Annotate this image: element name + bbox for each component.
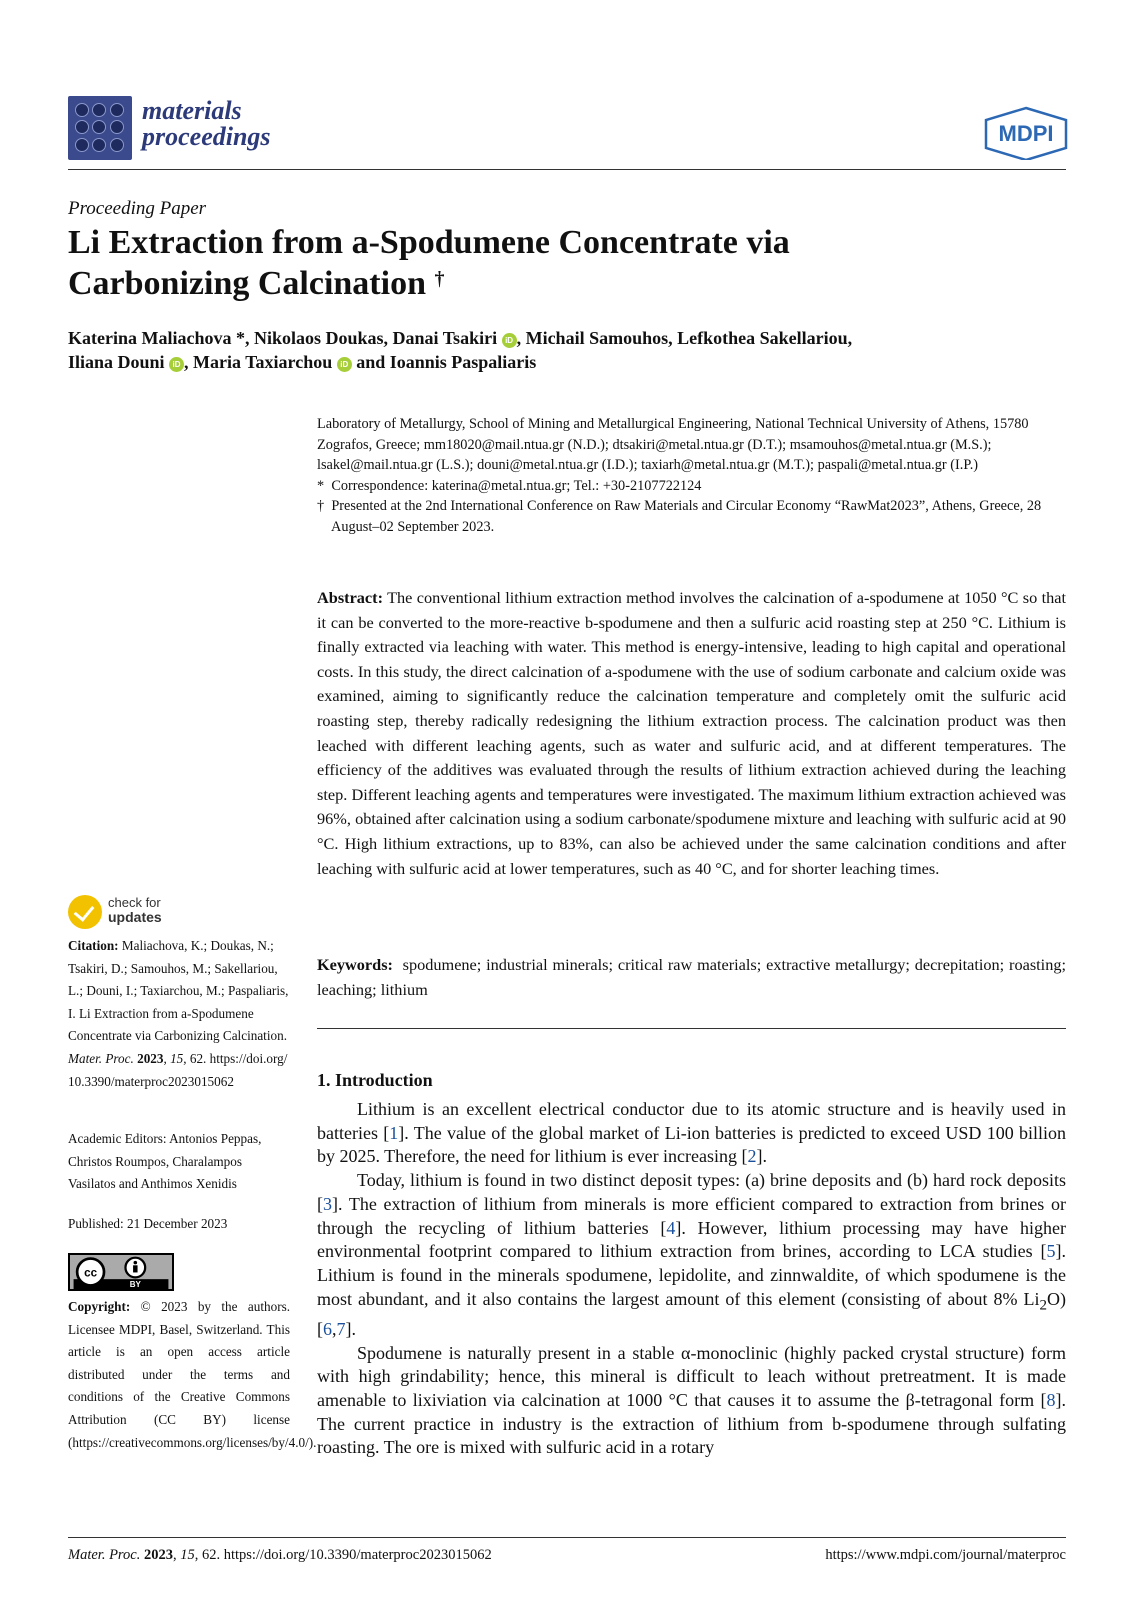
reference-link[interactable]: 4 xyxy=(666,1217,676,1238)
academic-editors: Academic Editors: Antonios Peppas, Christos Roumpos, Charalampos Vasilatos and Anthimos Xenidis xyxy=(68,1131,262,1192)
affiliation-lab: Laboratory of Metallurgy, School of Mining and Metallurgical Engineering, National Technical University of Athens, 15780 Zografos, Greece; mm18020@mail.ntua.gr (N.D.); dtsakiri@metal.ntua.gr (D.T.); msamouhos@metal.ntua.gr (M.S.); lsakel@mail.ntua.gr (L.S.); douni@metal.ntua.gr (I.D.); taxiarh@metal.ntua.gr (M.T.); paspali@metal.ntua.gr (I.P.) xyxy=(317,416,1029,473)
svg-text:cc: cc xyxy=(84,1266,98,1280)
intro-paragraph: Spodumene is naturally present in a stable α-monoclinic (highly packed crystal structure) form with high grindability; hence, this mineral is difficult to leach without pretreatment. It is made amenable to lixiviation via calcination at 1000 °C that causes it to assume the β-tetragonal form [8]. The current practice in industry is the extraction of lithium from b-spodumene through sulfating roasting. The ore is mixed with sulfuric acid in a rotary xyxy=(317,1342,1066,1458)
copyright-notice: Copyright: © 2023 by the authors. Licensee MDPI, Basel, Switzerland. This article is an open access article distributed under the terms and conditions of the Creative Commons Attribution (CC BY) license (https://creativecommons.org/licenses/by/4.0/). xyxy=(68,1299,317,1450)
intro-paragraph: Today, lithium is found in two distinct deposit types: (a) brine deposits and (b) hard rock deposits [3]. The extraction of lithium from minerals is more efficient compared to extraction from brines or through the recycling of lithium batteries [4]. However, lithium processing may have higher environmental footprint compared to lithium extraction from brines, according to LCA studies [5]. Lithium is found in the minerals spodumene, lepidolite, and zinnwaldite, of which spodumene is the most abundant, and it also contains the largest amount of this element (consisting of about 8% $Li_2O$) [6,7]. xyxy=(317,1170,1066,1339)
abstract: Abstract: The conventional lithium extraction method involves the calcination of a-spodumene at 1050 °C so that it can be converted to the more-reactive b-spodumene and then a sulfuric acid roasting step at 250 °C. Lithium is finally extracted via leaching with water. This method is energy-intensive, leading to high capital and operational costs. In this study, the direct calcination of a-spodumene with the use of sodium carbonate and calcium oxide was examined, aiming to significantly reduce the calcination temperature and completely omit the sulfuric acid roasting step, thereby radically redesigning the lithium extraction process. The calcination product was then leached with different leaching agents, such as water and sulfuric acid, and at different temperatures. The efficiency of the additives was evaluated through the results of lithium extraction achieved during the leaching step. Different leaching agents and temperatures were investigated. The maximum lithium extraction achieved was 96%, obtained after calcination using a sodium carbonate/spodumene mixture and leaching with sulfuric acid at 90 °C. High lithium extractions, up to 83%, can also be achieved under the same calcination conditions and after leaching with sulfuric acid at lower temperatures, such as 40 °C, and for shorter leaching times. xyxy=(317,588,1066,878)
footer-citation: Mater. Proc. 2023, 15, 62. https://doi.org/10.3390/materproc2023015062 xyxy=(68,1547,492,1563)
correspondence-note: * Correspondence: katerina@metal.ntua.gr; Tel.: +30-2107722124 xyxy=(317,477,702,494)
affiliations xyxy=(317,414,1057,537)
presentation-note: † Presented at the 2nd International Conference on Raw Materials and Circular Economy “RawMat2023”, Athens, Greece, 28 August–02 September 2023. xyxy=(317,498,1042,535)
author-list: Katerina Maliachova *, Nikolaos Doukas, Danai Tsakiri iD , Michail Samouhos, Lefkothea Sakellariou, Iliana Douni iD , Maria Taxiarchou iD and Ioannis Paspaliaris xyxy=(68,328,853,372)
paper-title: Li Extraction from a-Spodumene Concentrate via Carbonizing Calcination † xyxy=(68,224,790,302)
citation-block: Citation: Maliachova, K.; Doukas, N.; Tsakiri, D.; Samouhos, M.; Sakellariou, L.; Douni, I.; Taxiarchou, M.; Paspaliaris, I. Li Extraction from a-Spodumene Concentrate via Carbonizing Calcination. Mater. Proc. 2023, 15, 62. https://doi.org/10.3390/materproc2023015062 xyxy=(68,938,289,1089)
published-date: Published: 21 December 2023 xyxy=(68,1216,228,1231)
intro-paragraph: Lithium is an excellent electrical conductor due to its atomic structure and is heavily used in batteries [1]. The value of the global market of Li-ion batteries is predicted to exceed USD 100 billion by 2025. Therefore, the need for lithium is ever increasing [2]. xyxy=(317,1099,1066,1167)
section-divider xyxy=(317,1028,1066,1029)
citation-doi-link[interactable]: https://doi.org/10.3390/materproc2023015062 xyxy=(68,1050,288,1089)
orcid-icon[interactable]: iD xyxy=(337,357,352,372)
orcid-icon[interactable]: iD xyxy=(502,333,517,348)
footer-journal-link[interactable]: https://www.mdpi.com/journal/materproc xyxy=(825,1547,1066,1563)
journal-logo xyxy=(68,96,132,160)
reference-link[interactable]: 2 xyxy=(747,1146,757,1167)
mdpi-logo xyxy=(982,106,1070,160)
svg-text:BY: BY xyxy=(129,1280,141,1290)
checkmark-icon xyxy=(68,895,102,929)
footer-divider xyxy=(68,1537,1066,1538)
reference-link[interactable]: 5 xyxy=(1046,1241,1056,1262)
reference-link[interactable]: 1 xyxy=(389,1122,399,1143)
header-divider xyxy=(68,169,1066,170)
keywords: Keywords: spodumene; industrial minerals; critical raw materials; extractive metallurgy; decrepitation; roasting; leaching; lithium xyxy=(317,955,1067,999)
orcid-icon[interactable]: iD xyxy=(169,357,184,372)
svg-text:MDPI: MDPI xyxy=(998,121,1054,146)
reference-link[interactable]: 3 xyxy=(323,1193,332,1214)
section-heading: 1. Introduction xyxy=(317,1070,433,1090)
introduction-body xyxy=(317,1098,1066,1460)
check-for-updates-button[interactable]: check for updates xyxy=(68,895,188,931)
reference-link[interactable]: 6 xyxy=(323,1318,332,1339)
reference-link[interactable]: 8 xyxy=(1046,1390,1056,1411)
paper-type: Proceeding Paper xyxy=(68,198,207,219)
cc-by-license-icon[interactable] xyxy=(68,1253,174,1291)
reference-link[interactable]: 7 xyxy=(336,1318,346,1339)
journal-name: materials proceedings xyxy=(142,96,271,151)
